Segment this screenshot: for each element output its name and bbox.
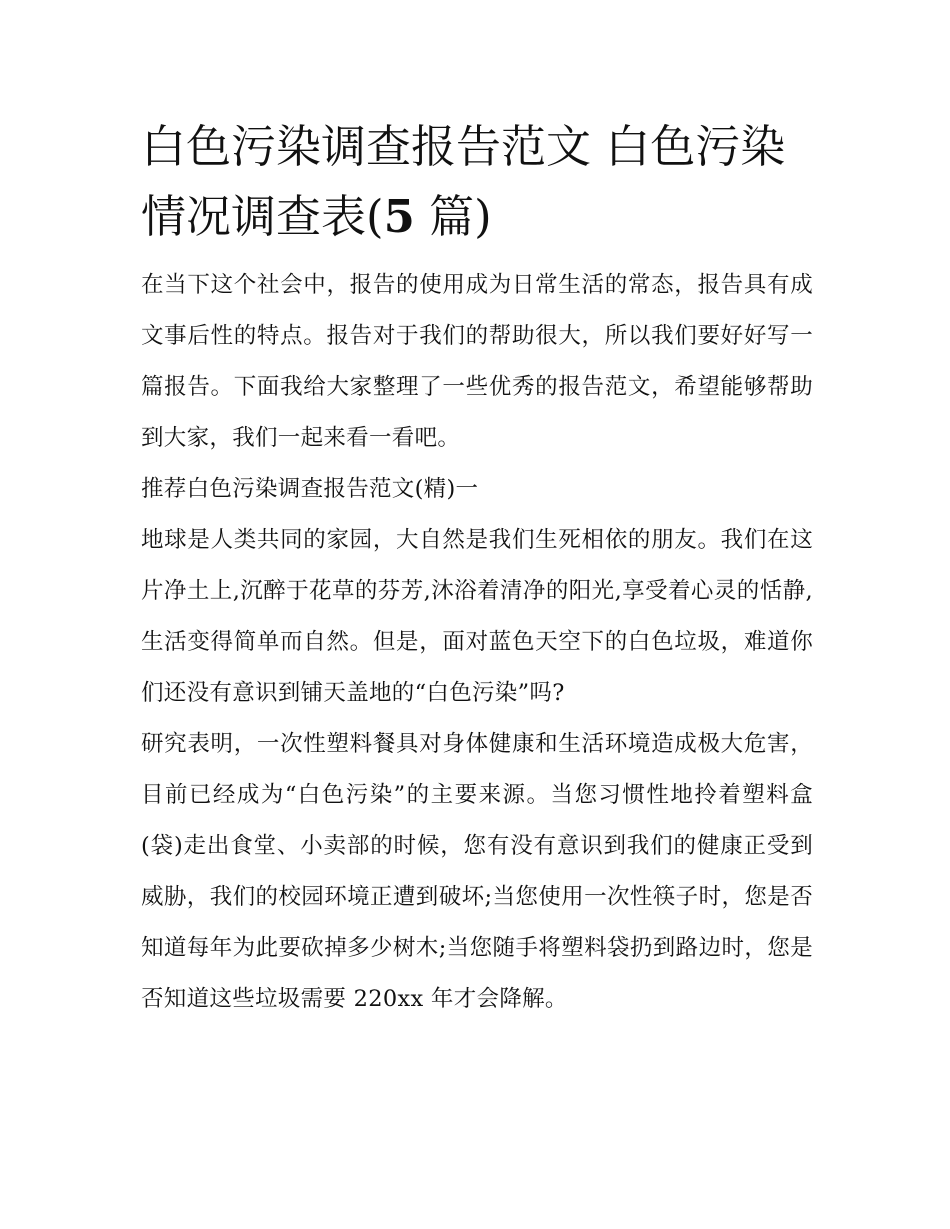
title-number: 5 [383, 190, 415, 243]
title-end: 篇) [414, 190, 492, 243]
title-main: 白色污染调查报告范文 白色污染情况调查表( [141, 120, 786, 243]
body-paragraph: 研究表明，一次性塑料餐具对身体健康和生活环境造成极大危害，目前已经成为“白色污染”的主要来源。当您习惯性地拎着塑料盒(袋)走出食堂、小卖部的时候，您有没有意识到我们的健康正受到威胁，我们的校园环境正遭到破坏;当您使用一次性筷子时，您是否知道每年为此要砍掉多少树木;当您随手将塑料袋扔到路边时，您是否知道这些垃圾需要 220xx 年才会降解。 [141, 731, 813, 1012]
document-title [141, 112, 813, 252]
body-paragraph: 地球是人类共同的家园，大自然是我们生死相依的朋友。我们在这片净土上,沉醉于花草的芬芳,沐浴着清净的阳光,享受着心灵的恬静,生活变得简单而自然。但是，面对蓝色天空下的白色垃圾，难道你们还没有意识到铺天盖地的“白色污染”吗? [141, 527, 813, 706]
intro-paragraph: 在当下这个社会中，报告的使用成为日常生活的常态，报告具有成文事后性的特点。报告对于我们的帮助很大，所以我们要好好写一篇报告。下面我给大家整理了一些优秀的报告范文，希望能够帮助到大家，我们一起来看一看吧。 [141, 272, 813, 451]
section-title: 推荐白色污染调查报告范文(精)一 [141, 476, 479, 502]
document-content [141, 112, 813, 1025]
